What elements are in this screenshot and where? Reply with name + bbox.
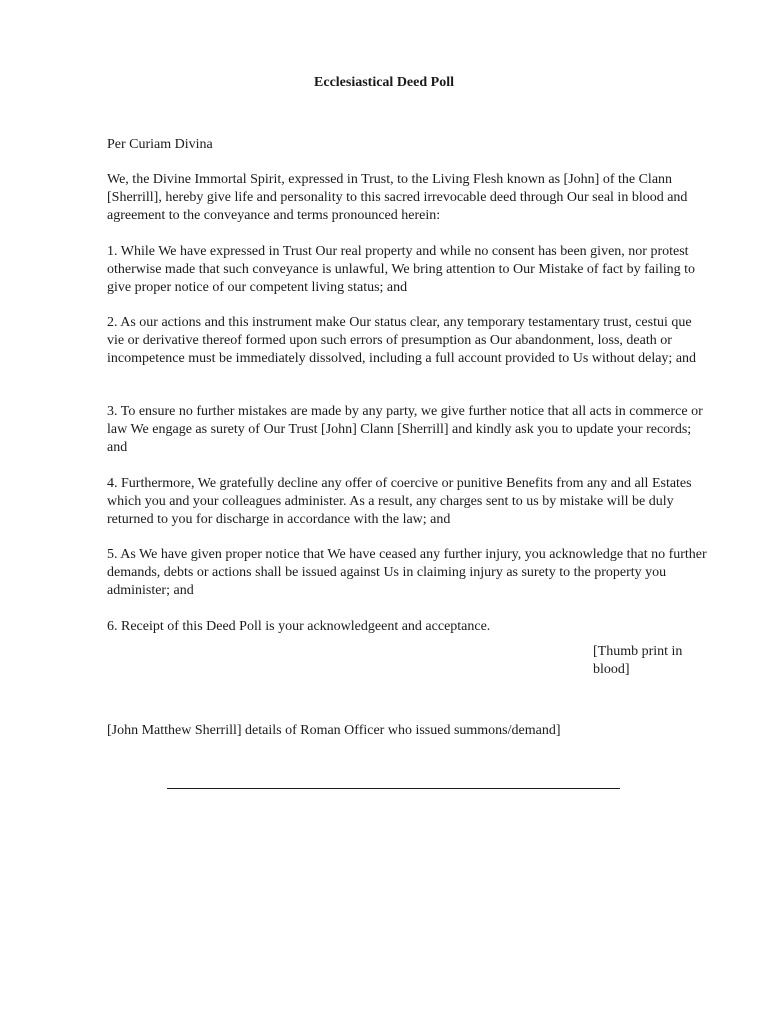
thumb-print-placeholder: [Thumb print in blood] <box>593 644 683 677</box>
clause-2: 2. As our actions and this instrument make Our status clear, any temporary testamentary trust, cestui que vie or derivative thereof formed upon such errors of presumption as Our abandonment, loss, death or incompetence must be immediately dissolved, including a full account provided to Us without delay; and <box>107 315 697 366</box>
preamble-paragraph: We, the Divine Immortal Spirit, expressed in Trust, to the Living Flesh known as [John] of the Clann [Sherrill], hereby give life and personality to this sacred irrevocable deed through Our seal in blood and agreement to the conveyance and terms pronounced herein: <box>107 172 688 223</box>
document-title: Ecclesiastical Deed Poll <box>314 75 454 90</box>
clause-5: 5. As We have given proper notice that We have ceased any further injury, you acknowledge that no further demands, debts or actions shall be issued against Us in claiming injury as surety to the property you administer; and <box>107 547 707 598</box>
clause-3: 3. To ensure no further mistakes are made by any party, we give further notice that all acts in commerce or law We engage as surety of Our Trust [John] Clann [Sherrill] and kindly ask you to update your records; and <box>107 404 703 455</box>
signature-rule <box>167 788 620 789</box>
clause-4: 4. Furthermore, We gratefully decline any offer of coercive or punitive Benefits from any and all Estates which you and your colleagues administer. As a result, any charges sent to us by mistake will be duly returned to you for discharge in accordance with the law; and <box>107 476 692 527</box>
signatory-line: [John Matthew Sherrill] details of Roman Officer who issued summons/demand] <box>107 723 561 738</box>
clause-1: 1. While We have expressed in Trust Our real property and while no consent has been given, nor protest otherwise made that such conveyance is unlawful, We bring attention to Our Mistake of fact by failing to give proper notice of our competent living status; and <box>107 244 696 295</box>
salutation: Per Curiam Divina <box>107 137 213 152</box>
clause-6: 6. Receipt of this Deed Poll is your acknowledgeent and acceptance. <box>107 619 491 634</box>
